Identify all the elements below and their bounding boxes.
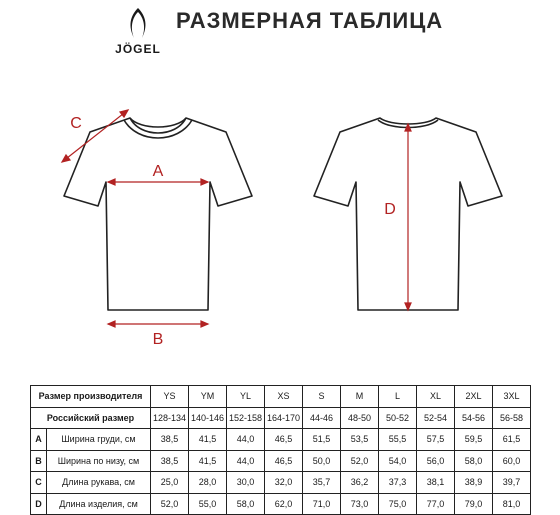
label-d: D — [384, 201, 396, 218]
brand-name: JÖGEL — [115, 42, 161, 56]
brand-logo-icon — [124, 6, 152, 42]
label-b: B — [152, 331, 164, 348]
value-cell: 81,0 — [493, 493, 531, 515]
ru-size-cell: 48-50 — [341, 407, 379, 429]
row-key: A — [31, 429, 47, 451]
value-cell: 37,3 — [379, 472, 417, 494]
table-header-row — [31, 386, 531, 408]
value-cell: 38,5 — [151, 450, 189, 472]
value-cell: 44,0 — [227, 450, 265, 472]
value-cell: 52,0 — [341, 450, 379, 472]
value-cell: 50,0 — [303, 450, 341, 472]
value-cell: 53,5 — [341, 429, 379, 451]
value-cell: 38,1 — [417, 472, 455, 494]
row-label: Ширина по низу, см — [47, 450, 151, 472]
value-cell: 54,0 — [379, 450, 417, 472]
row-key: C — [31, 472, 47, 494]
size-cell: 3XL — [493, 386, 531, 408]
header-label: Размер производителя — [31, 386, 151, 408]
value-cell: 55,0 — [189, 493, 227, 515]
size-cell: L — [379, 386, 417, 408]
value-cell: 57,5 — [417, 429, 455, 451]
value-cell: 25,0 — [151, 472, 189, 494]
shirt-back-diagram — [290, 100, 526, 360]
value-cell: 35,7 — [303, 472, 341, 494]
shirt-front-diagram — [40, 100, 276, 360]
size-cell: XS — [265, 386, 303, 408]
value-cell: 75,0 — [379, 493, 417, 515]
value-cell: 36,2 — [341, 472, 379, 494]
row-label: Длина рукава, см — [47, 472, 151, 494]
size-cell: S — [303, 386, 341, 408]
label-c: C — [70, 115, 82, 132]
size-cell: YM — [189, 386, 227, 408]
value-cell: 44,0 — [227, 429, 265, 451]
value-cell: 41,5 — [189, 429, 227, 451]
table-row-ru — [31, 407, 531, 429]
ru-size-cell: 44-46 — [303, 407, 341, 429]
value-cell: 46,5 — [265, 429, 303, 451]
row-label: Ширина груди, см — [47, 429, 151, 451]
value-cell: 51,5 — [303, 429, 341, 451]
value-cell: 38,9 — [455, 472, 493, 494]
brand-logo — [108, 6, 168, 56]
value-cell: 46,5 — [265, 450, 303, 472]
value-cell: 61,5 — [493, 429, 531, 451]
row-label: Длина изделия, см — [47, 493, 151, 515]
value-cell: 59,5 — [455, 429, 493, 451]
value-cell: 60,0 — [493, 450, 531, 472]
ru-size-cell: 140-146 — [189, 407, 227, 429]
value-cell: 41,5 — [189, 450, 227, 472]
value-cell: 71,0 — [303, 493, 341, 515]
ru-label: Российский размер — [31, 407, 151, 429]
size-cell: YL — [227, 386, 265, 408]
size-cell: XL — [417, 386, 455, 408]
size-table — [30, 385, 530, 515]
ru-size-cell: 54-56 — [455, 407, 493, 429]
ru-size-cell: 164-170 — [265, 407, 303, 429]
value-cell: 32,0 — [265, 472, 303, 494]
value-cell: 56,0 — [417, 450, 455, 472]
value-cell: 73,0 — [341, 493, 379, 515]
table-row-c — [31, 472, 531, 494]
value-cell: 39,7 — [493, 472, 531, 494]
value-cell: 62,0 — [265, 493, 303, 515]
value-cell: 79,0 — [455, 493, 493, 515]
value-cell: 58,0 — [227, 493, 265, 515]
value-cell: 52,0 — [151, 493, 189, 515]
row-key: D — [31, 493, 47, 515]
row-key: B — [31, 450, 47, 472]
size-cell: 2XL — [455, 386, 493, 408]
value-cell: 28,0 — [189, 472, 227, 494]
page-title: РАЗМЕРНАЯ ТАБЛИЦА — [176, 8, 444, 33]
ru-size-cell: 128-134 — [151, 407, 189, 429]
value-cell: 30,0 — [227, 472, 265, 494]
value-cell: 38,5 — [151, 429, 189, 451]
table-row-a — [31, 429, 531, 451]
ru-size-cell: 50-52 — [379, 407, 417, 429]
label-a: A — [152, 163, 164, 180]
size-cell: M — [341, 386, 379, 408]
size-cell: YS — [151, 386, 189, 408]
ru-size-cell: 56-58 — [493, 407, 531, 429]
value-cell: 58,0 — [455, 450, 493, 472]
table-row-b — [31, 450, 531, 472]
ru-size-cell: 152-158 — [227, 407, 265, 429]
value-cell: 77,0 — [417, 493, 455, 515]
value-cell: 55,5 — [379, 429, 417, 451]
ru-size-cell: 52-54 — [417, 407, 455, 429]
